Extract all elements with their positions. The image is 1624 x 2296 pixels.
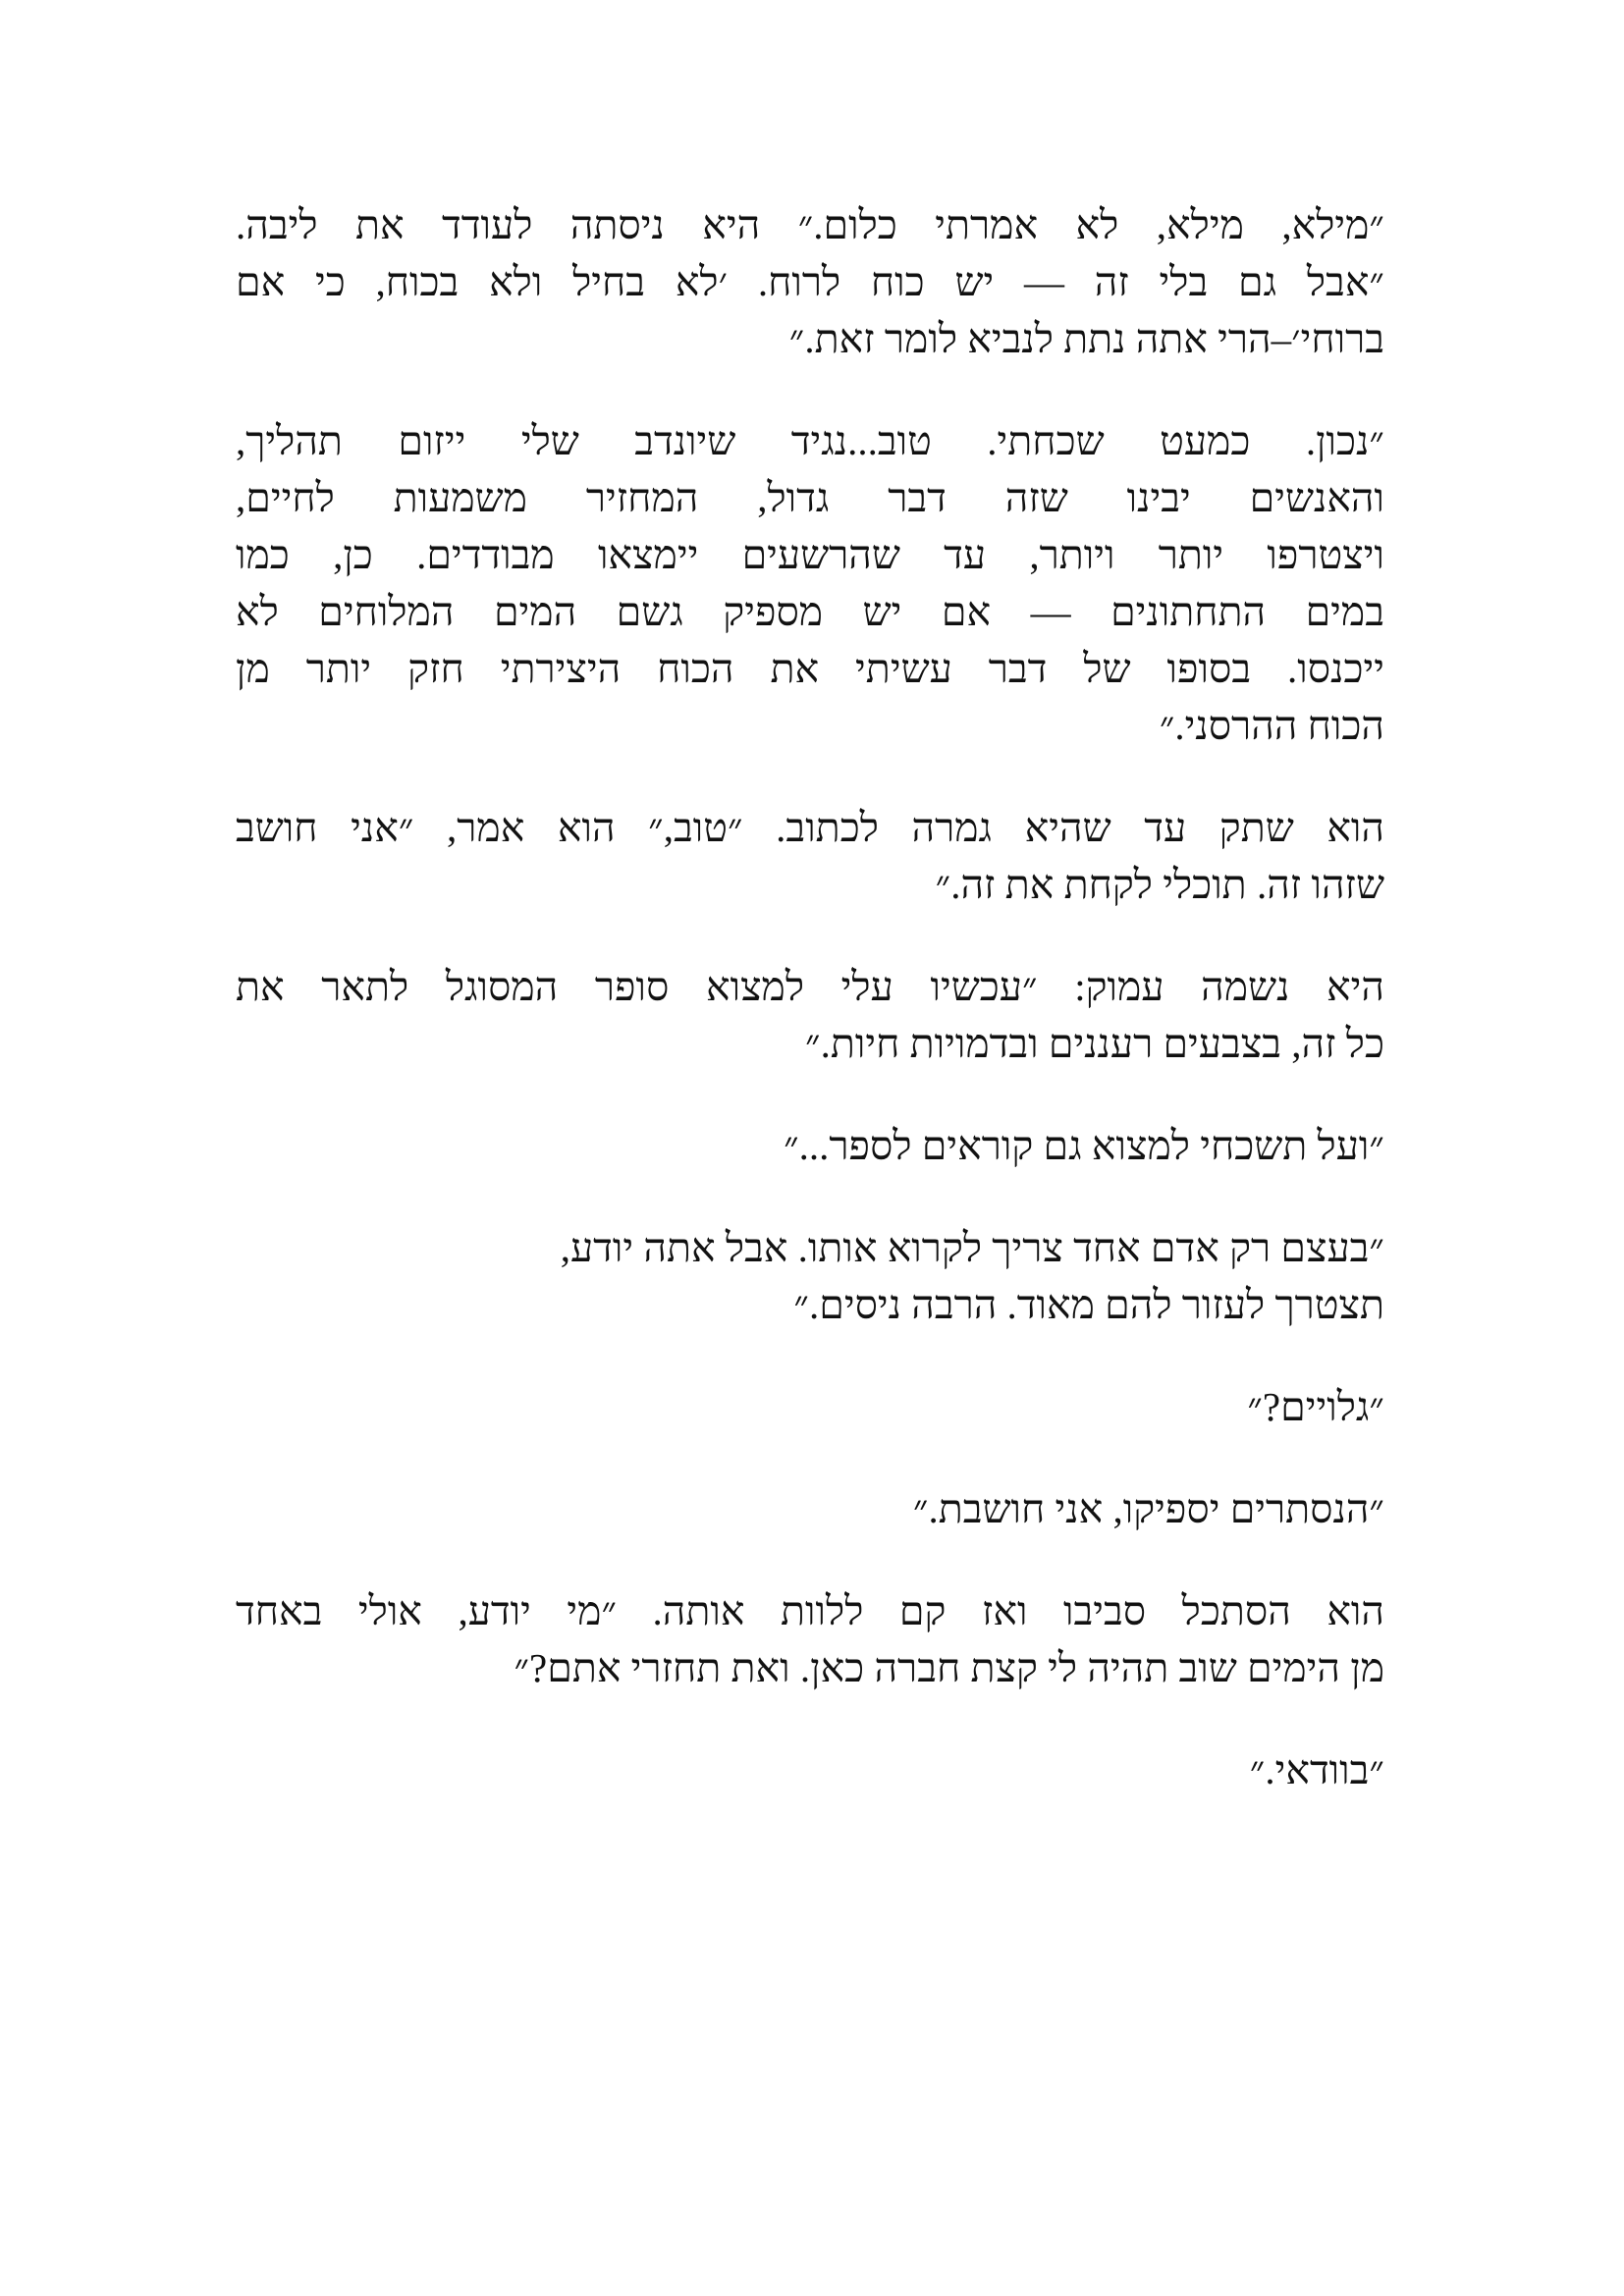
text-line: ״נכון. כמעט שכחתי. טוב...נגיד שיונדב שלי ייזום תהליך, xyxy=(236,418,1384,463)
text-line: ייכנסו. בסופו של דבר עשיתי את הכוח היצירתי חזק יותר מן xyxy=(236,646,1384,691)
text-line: ויצטרפו יותר ויותר, עד שהרשעים יימצאו מבודדים. כן, כמו xyxy=(236,532,1384,577)
paragraph xyxy=(236,1741,1384,1798)
text-line: הכוח ההרסני.״ xyxy=(1159,703,1384,748)
paragraph xyxy=(236,799,1384,913)
paragraph xyxy=(236,1219,1384,1333)
text-line: ״גלויים?״ xyxy=(1247,1384,1384,1429)
text-line: והאנשים יבינו שזה דבר גדול, המחזיר משמעות לחיים, xyxy=(236,475,1384,520)
text-line: ״ועל תשכחי למצוא גם קוראים לספר...״ xyxy=(784,1123,1384,1168)
paragraph xyxy=(236,958,1384,1072)
paragraph xyxy=(236,1117,1384,1174)
text-line: ״הנסתרים יספיקו, אני חושבת.״ xyxy=(912,1486,1384,1531)
paragraph xyxy=(236,1378,1384,1435)
text-line: היא נשמה עמוק: ״עכשיו עלי למצוא סופר המסוגל לתאר את xyxy=(236,964,1384,1009)
paragraph xyxy=(236,1582,1384,1696)
text-line: ״בעצם רק אדם אחד צריך לקרוא אותו. אבל אתה יודע, xyxy=(560,1225,1384,1270)
text-line: כל זה, בצבעים רעננים ובדמויות חיות.״ xyxy=(805,1021,1384,1066)
text-line: במים התחתונים — אם יש מספיק גשם המים המלוחים לא xyxy=(236,589,1384,634)
text-line: ״אבל גם בלי זה — יש כוח לרוח. ׳לא בחיל ולא בכוח, כי אם xyxy=(236,259,1384,304)
text-line: הוא שתק עד שהיא גמרה לכתוב. ״טוב,״ הוא אמר, ״אני חושב xyxy=(236,805,1384,850)
text-line: ברוחי׳–הרי אתה נתת לנביא לומר זאת.״ xyxy=(788,316,1384,361)
text-line: הוא הסתכל סביבו ואז קם ללוות אותה. ״מי יודע, אולי באחד xyxy=(236,1588,1384,1633)
paragraph xyxy=(236,196,1384,367)
paragraph xyxy=(236,412,1384,754)
paragraph xyxy=(236,1480,1384,1537)
text-line: תצטרך לעזור להם מאוד. הרבה ניסים.״ xyxy=(793,1282,1384,1327)
text-line: מן הימים שוב תהיה לי קצת חברה כאן. ואת תחזרי אתם?״ xyxy=(514,1645,1384,1690)
text-line: שזהו זה. תוכלי לקחת את זה.״ xyxy=(935,862,1384,907)
text-column xyxy=(236,196,1384,1843)
text-line: ״מילא, מילא, לא אמרתי כלום.״ היא ניסתה לעודד את ליבה. xyxy=(236,202,1384,247)
text-line: ״בוודאי.״ xyxy=(1249,1747,1384,1792)
